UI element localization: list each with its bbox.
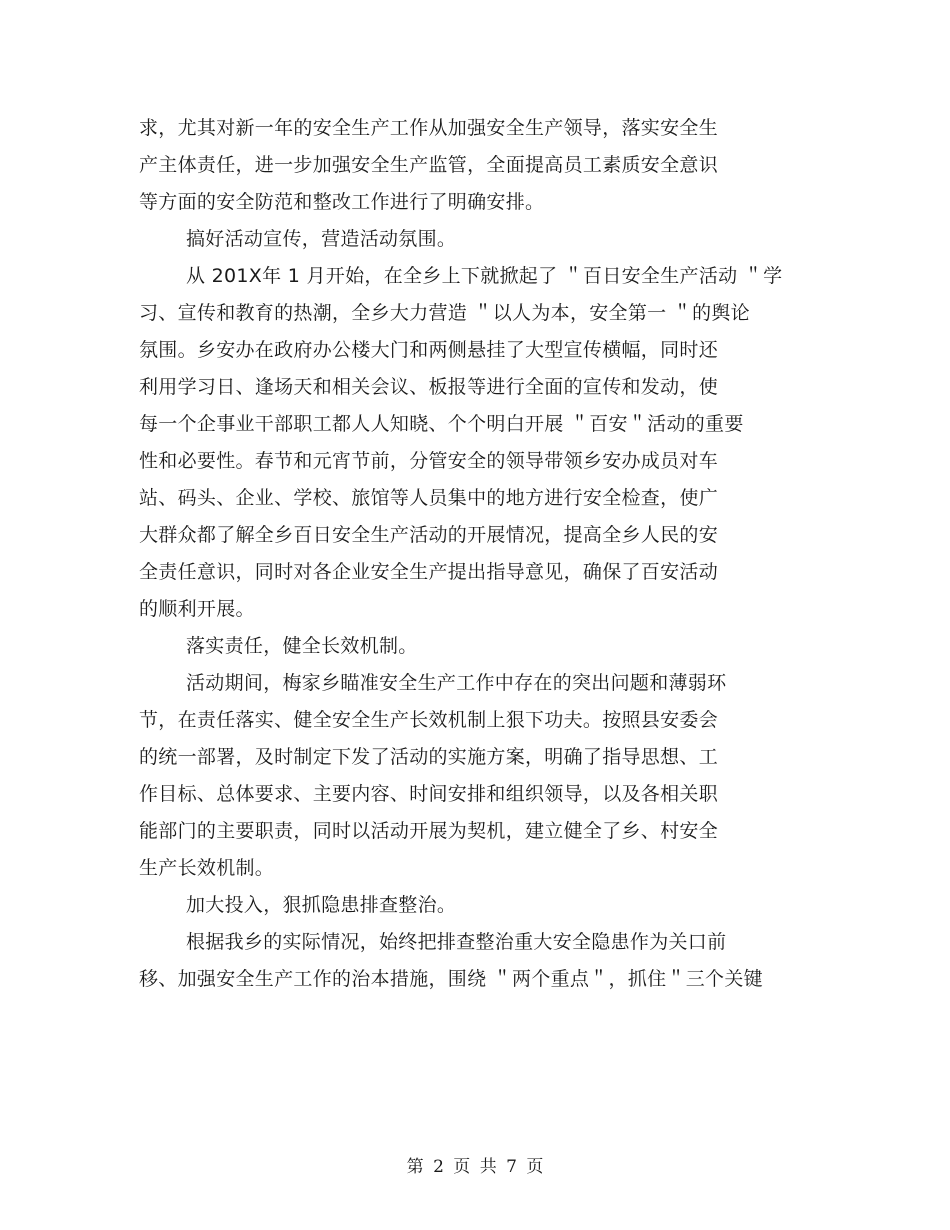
text-line: 的顺利开展。 <box>139 598 255 620</box>
text-line: 生产长效机制。 <box>139 857 275 879</box>
text-line: 每一个企事业干部职工都人人知晓、个个明白开展 ＂百安＂活动的重要 <box>139 413 744 435</box>
page-number-footer: 第 2 页 共 7 页 <box>406 1157 544 1177</box>
text-line: 站、码头、企业、学校、旅馆等人员集中的地方进行安全检查，使广 <box>139 487 719 509</box>
text-line: 的统一部署，及时制定下发了活动的实施方案，明确了指导思想、工 <box>139 746 719 768</box>
text-line: 氛围。乡安办在政府办公楼大门和两侧悬挂了大型宣传横幅，同时还 <box>139 339 719 361</box>
text-line: 产主体责任，进一步加强安全生产监管，全面提高员工素质安全意识 <box>139 154 719 176</box>
text-line: 求，尤其对新一年的安全生产工作从加强安全生产领导，落实安全生 <box>139 117 719 139</box>
text-line: 落实责任，健全长效机制。 <box>186 635 418 657</box>
text-line: 利用学习日、逢场天和相关会议、板报等进行全面的宣传和发动，使 <box>139 376 719 398</box>
text-line: 移、加强安全生产工作的治本措施，围绕 ＂两个重点＂，抓住＂三个关键 <box>139 968 763 990</box>
text-line: 性和必要性。春节和元宵节前，分管安全的领导带领乡安办成员对车 <box>139 450 719 472</box>
text-line: 加大投入，狠抓隐患排查整治。 <box>186 894 457 916</box>
text-line: 全责任意识，同时对各企业安全生产提出指导意见，确保了百安活动 <box>139 561 719 583</box>
text-line: 搞好活动宣传，营造活动氛围。 <box>186 228 457 250</box>
text-line: 大群众都了解全乡百日安全生产活动的开展情况，提高全乡人民的安 <box>139 524 719 546</box>
text-line: 节，在责任落实、健全安全生产长效机制上狠下功夫。按照县安委会 <box>139 709 719 731</box>
text-line: 习、宣传和教育的热潮，全乡大力营造 ＂以人为本，安全第一 ＂的舆论 <box>139 302 750 324</box>
text-line: 能部门的主要职责，同时以活动开展为契机，建立健全了乡、村安全 <box>139 820 719 842</box>
text-line: 活动期间，梅家乡瞄准安全生产工作中存在的突出问题和薄弱环 <box>186 672 727 694</box>
text-line: 根据我乡的实际情况，始终把排查整治重大安全隐患作为关口前 <box>186 931 727 953</box>
text-line: 作目标、总体要求、主要内容、时间安排和组织领导，以及各相关职 <box>139 783 719 805</box>
text-line: 等方面的安全防范和整改工作进行了明确安排。 <box>139 191 545 213</box>
text-line: 从 201X年 1 月开始，在全乡上下就掀起了 ＂百日安全生产活动 ＂学 <box>186 265 783 287</box>
document-body <box>139 110 819 998</box>
